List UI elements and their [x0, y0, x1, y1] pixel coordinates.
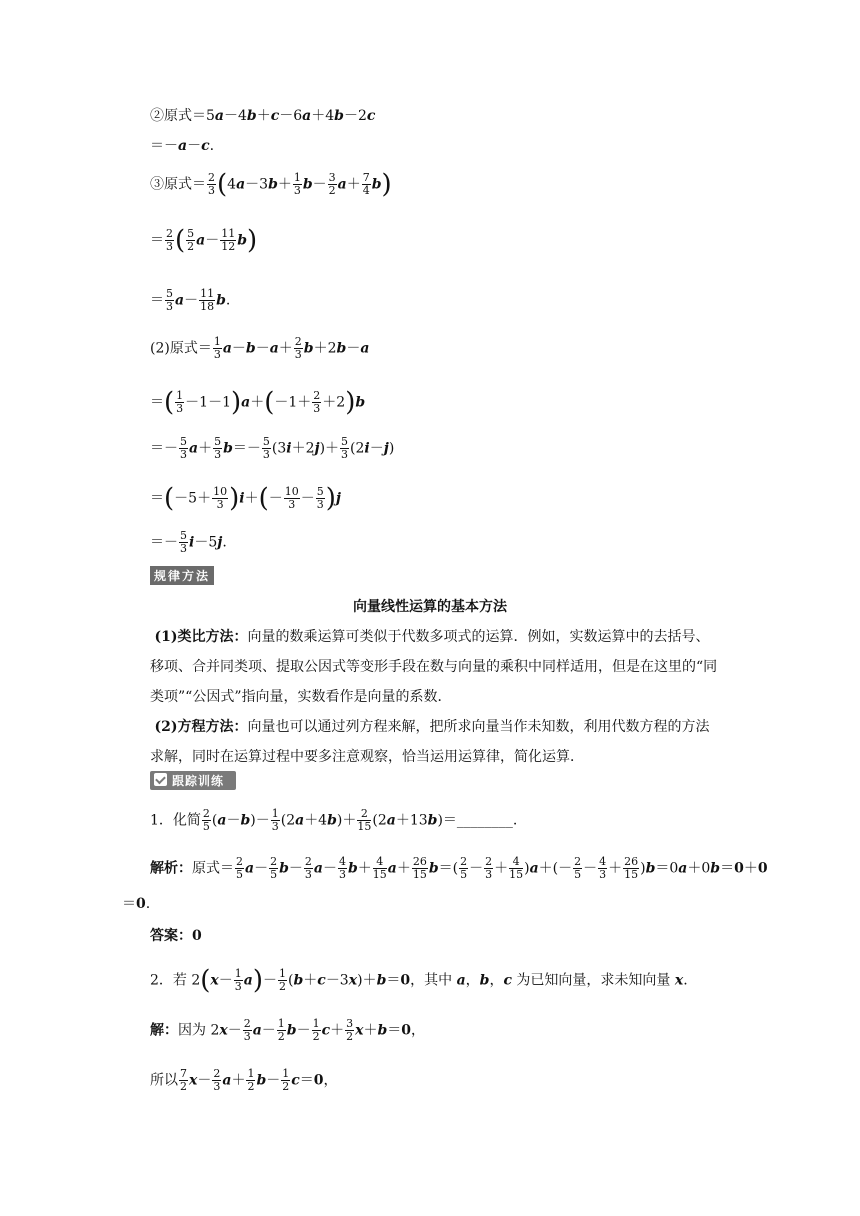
line-7: ＝( $\frac{1}{3}$ －1－1)a＋(－1＋ $\frac{2}{3}$ ＋2)b — [150, 387, 366, 418]
line-2: ＝－a－c. — [150, 138, 215, 154]
p2-text: 向量也可以通过列方程来解，把所求向量当作未知数，利用代数方程的方法求解，同时在运算过程中要多注意观察，恰当运用运算律，简化运算． — [150, 719, 710, 765]
answer-1 — [150, 926, 202, 946]
line-1: ②原式＝5a－4b＋c－6a＋4b－2c — [150, 108, 376, 124]
check-icon — [154, 773, 167, 786]
practice-badge — [150, 771, 236, 790]
line-9: ＝(－5＋ $\frac{10}{3}$ )i＋(－ $\frac{10}{3}$ － $\frac{5}{3}$ )j — [150, 483, 341, 514]
p1-text: 向量的数乘运算可类似于代数多项式的运算．例如，实数运算中的去括号、移项、合并同类项、提取公因式等变形手段在数与向量的乘积中同样适用，但是在这里的“同类项”“公因式”指向量，实数看作是向量的系数． — [150, 629, 718, 705]
section-title: 向量线性运算的基本方法 — [353, 599, 507, 615]
line-10: ＝－ $\frac{5}{3}$ i－5j. — [150, 529, 227, 555]
paragraph-1 — [150, 622, 720, 712]
p1-label: (1)类比方法： — [154, 629, 248, 645]
solution-2: 解：因为 2x－ $\frac{2}{3}$ a－ $\frac{1}{2}$ b－ $\frac{1}{2}$ c＋ $\frac{3}{2}$ x＋b＝0， — [150, 1017, 426, 1043]
method-badge: 规律方法 — [150, 566, 214, 585]
practice-badge-label: 跟踪训练 — [172, 774, 225, 788]
line-5: ＝ $\frac{5}{3}$ a－ $\frac{11}{18}$ b. — [150, 287, 231, 313]
solution-3: 所以 $\frac{7}{2}$ x－ $\frac{2}{3}$ a＋ $\frac{1}{2}$ b－ $\frac{1}{2}$ c＝0， — [150, 1067, 338, 1093]
line-8: ＝－ $\frac{5}{3}$ a＋ $\frac{5}{3}$ b＝－ $\frac{5}{3}$ (3i＋2j)＋ $\frac{5}{3}$ (2i－j) — [150, 435, 395, 461]
p2-label: (2)方程方法： — [154, 719, 248, 735]
answer-value: 0 — [192, 928, 202, 944]
solution-1-cont: ＝0. — [122, 896, 151, 912]
question-2: 2．若 2(x－ $\frac{1}{3}$ a)－ $\frac{1}{2}$ (b＋c－3x)＋b＝0，其中 a，b，c 为已知向量，求未知向量 x. — [150, 965, 688, 996]
line-4: ＝ $\frac{2}{3}$ ( $\frac{5}{2}$ a－ $\frac{11}{12}$ b) — [150, 225, 258, 256]
answer-label: 答案： — [150, 928, 192, 944]
paragraph-2 — [150, 712, 720, 772]
line-3: ③原式＝ $\frac{2}{3}$ (4a－3b＋ $\frac{1}{3}$ b－ $\frac{3}{2}$ a＋ $\frac{7}{4}$ b) — [150, 169, 392, 200]
question-1: 1．化简 $\frac{2}{5}$ (a－b)－ $\frac{1}{3}$ (2a＋4b)＋ $\frac{2}{15}$ (2a＋13b)＝________. — [150, 807, 518, 833]
solution-1: 解析：原式＝ $\frac{2}{5}$ a－ $\frac{2}{5}$ b－ $\frac{2}{3}$ a－ $\frac{4}{3}$ b＋ $\frac{4}{15}$ a＋ $\frac{26}{15}$ b＝( $\frac{2}{5}$ － $\frac{2}{3}$ ＋ $\frac{4}{15}$ )a＋(－ $\frac{2}{5}$ － $\frac{4}{3}$ ＋ $\frac{26}{15}$ )b＝0a＋0b＝0＋0 — [150, 855, 768, 881]
line-6: (2)原式＝ $\frac{1}{3}$ a－b－a＋ $\frac{2}{3}$ b＋2b－a — [150, 335, 370, 361]
